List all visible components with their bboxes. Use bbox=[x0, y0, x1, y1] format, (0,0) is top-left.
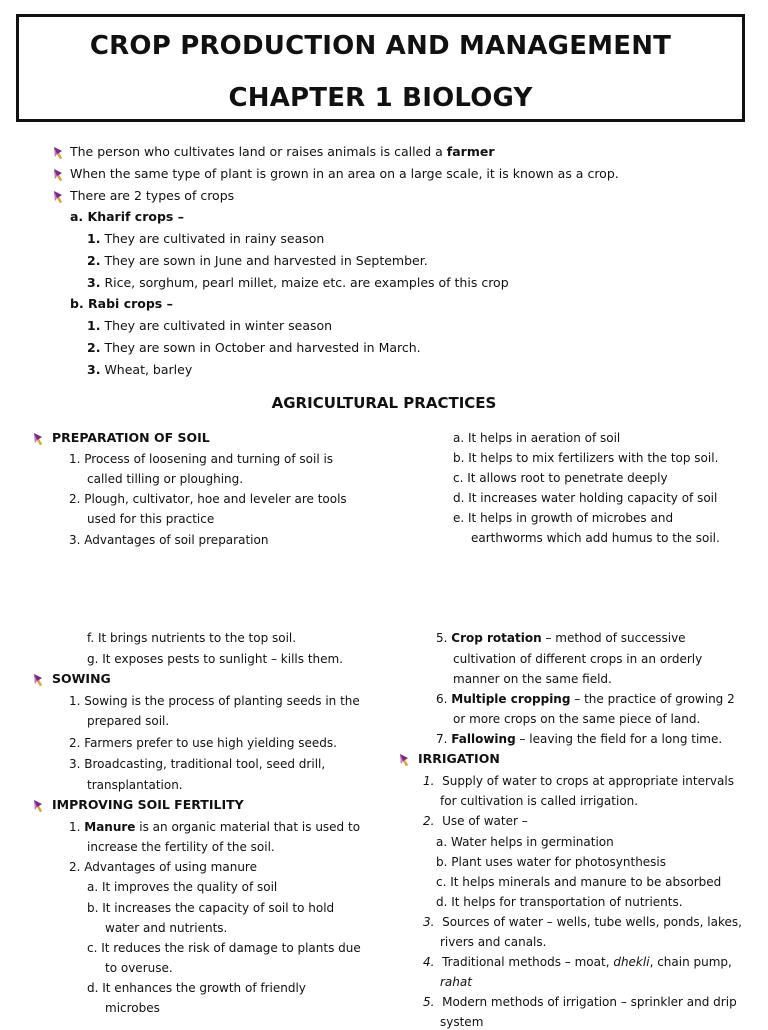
irrigation-line-1b: for cultivation is called irrigation. bbox=[440, 794, 639, 808]
irrigation-line-5b: system bbox=[440, 1015, 484, 1029]
pin-bullet-icon bbox=[52, 146, 64, 160]
irrigation-line-1a: 1. Supply of water to crops at appropriate intervals bbox=[423, 774, 734, 788]
irrigation-line-2: 2. Use of water – bbox=[423, 814, 528, 828]
fertility-adv-d1: d. It enhances the growth of friendly bbox=[87, 981, 306, 995]
fertility-adv-c1: c. It reduces the risk of damage to plants due bbox=[87, 941, 361, 955]
fertility-line-1a: 1. Manure is an organic material that is used to bbox=[69, 820, 361, 834]
fertility-line-1b: increase the fertility of the soil. bbox=[87, 840, 275, 854]
irrigation-use-a: a. Water helps in germination bbox=[436, 835, 614, 849]
crop-rotation-line-c: manner on the same field. bbox=[453, 672, 612, 686]
irrigation-use-b: b. Plant uses water for photosynthesis bbox=[436, 855, 667, 869]
document-title: CROP PRODUCTION AND MANAGEMENT bbox=[89, 31, 672, 61]
title-box bbox=[16, 14, 745, 122]
pin-bullet-icon bbox=[32, 432, 44, 446]
pin-bullet-icon bbox=[52, 190, 64, 204]
soil-line-3: 3. Advantages of soil preparation bbox=[69, 533, 269, 547]
irrigation-line-5a: 5. Modern methods of irrigation – sprinkler and drip bbox=[423, 995, 737, 1009]
kharif-item-3: 3. Rice, sorghum, pearl millet, maize etc. are examples of this crop bbox=[87, 275, 509, 290]
fertility-line-2: 2. Advantages of using manure bbox=[69, 860, 257, 874]
soil-adv-e2: earthworms which add humus to the soil. bbox=[471, 531, 720, 545]
soil-line-1b: called tilling or ploughing. bbox=[87, 472, 244, 486]
irrigation-line-4b: rahat bbox=[440, 975, 472, 989]
sowing-line-1b: prepared soil. bbox=[87, 714, 170, 728]
fertility-adv-b1: b. It increases the capacity of soil to hold bbox=[87, 901, 335, 915]
fallowing-line: 7. Fallowing – leaving the field for a long time. bbox=[436, 732, 723, 746]
irrigation-line-4a: 4. Traditional methods – moat, dhekli, chain pump, bbox=[423, 955, 732, 969]
kharif-heading: a. Kharif crops – bbox=[70, 209, 184, 224]
soil-adv-e1: e. It helps in growth of microbes and bbox=[453, 511, 674, 525]
soil-adv-d: d. It increases water holding capacity of soil bbox=[453, 491, 718, 505]
soil-line-2b: used for this practice bbox=[87, 512, 215, 526]
rabi-item-3: 3. Wheat, barley bbox=[87, 362, 193, 377]
soil-adv-a: a. It helps in aeration of soil bbox=[453, 431, 621, 445]
soil-adv-f: f. It brings nutrients to the top soil. bbox=[87, 631, 297, 645]
sowing-line-2: 2. Farmers prefer to use high yielding seeds. bbox=[69, 736, 337, 750]
sowing-line-1a: 1. Sowing is the process of planting seeds in the bbox=[69, 694, 360, 708]
pin-bullet-icon bbox=[398, 753, 410, 767]
intro-bullet-1: The person who cultivates land or raises animals is called a farmer bbox=[70, 144, 495, 159]
pin-bullet-icon bbox=[32, 799, 44, 813]
sowing-line-3a: 3. Broadcasting, traditional tool, seed drill, bbox=[69, 757, 326, 771]
multiple-cropping-line-b: or more crops on the same piece of land. bbox=[453, 712, 701, 726]
rabi-item-2: 2. They are sown in October and harvested in March. bbox=[87, 340, 421, 355]
kharif-item-1: 1. They are cultivated in rainy season bbox=[87, 231, 325, 246]
sowing-heading: SOWING bbox=[52, 671, 111, 686]
fertility-adv-c2: to overuse. bbox=[105, 961, 173, 975]
irrigation-heading: IRRIGATION bbox=[418, 751, 500, 766]
fertility-adv-a: a. It improves the quality of soil bbox=[87, 880, 278, 894]
soil-heading: PREPARATION OF SOIL bbox=[52, 430, 210, 445]
rabi-item-1: 1. They are cultivated in winter season bbox=[87, 318, 333, 333]
irrigation-line-3a: 3. Sources of water – wells, tube wells, ponds, lakes, bbox=[423, 915, 742, 929]
intro-bullet-3: There are 2 types of crops bbox=[70, 188, 235, 203]
crop-rotation-line-a: 5. Crop rotation – method of successive bbox=[436, 631, 686, 645]
pin-bullet-icon bbox=[32, 673, 44, 687]
soil-adv-g: g. It exposes pests to sunlight – kills them. bbox=[87, 652, 344, 666]
soil-adv-b: b. It helps to mix fertilizers with the top soil. bbox=[453, 451, 719, 465]
sowing-line-3b: transplantation. bbox=[87, 778, 183, 792]
irrigation-use-c: c. It helps minerals and manure to be absorbed bbox=[436, 875, 722, 889]
irrigation-line-3b: rivers and canals. bbox=[440, 935, 547, 949]
agricultural-practices-heading: AGRICULTURAL PRACTICES bbox=[271, 394, 497, 412]
fertility-adv-d2: microbes bbox=[105, 1001, 160, 1015]
soil-line-1a: 1. Process of loosening and turning of soil is bbox=[69, 452, 334, 466]
kharif-item-2: 2. They are sown in June and harvested in September. bbox=[87, 253, 428, 268]
multiple-cropping-line-a: 6. Multiple cropping – the practice of growing 2 bbox=[436, 692, 735, 706]
soil-line-2a: 2. Plough, cultivator, hoe and leveler are tools bbox=[69, 492, 347, 506]
fertility-adv-b2: water and nutrients. bbox=[105, 921, 228, 935]
irrigation-use-d: d. It helps for transportation of nutrients. bbox=[436, 895, 683, 909]
fertility-heading: IMPROVING SOIL FERTILITY bbox=[52, 797, 244, 812]
pin-bullet-icon bbox=[52, 168, 64, 182]
crop-rotation-line-b: cultivation of different crops in an orderly bbox=[453, 652, 703, 666]
soil-adv-c: c. It allows root to penetrate deeply bbox=[453, 471, 668, 485]
chapter-title: CHAPTER 1 BIOLOGY bbox=[228, 83, 533, 113]
rabi-heading: b. Rabi crops – bbox=[70, 296, 173, 311]
intro-bullet-2: When the same type of plant is grown in an area on a large scale, it is known as a crop. bbox=[70, 166, 619, 181]
